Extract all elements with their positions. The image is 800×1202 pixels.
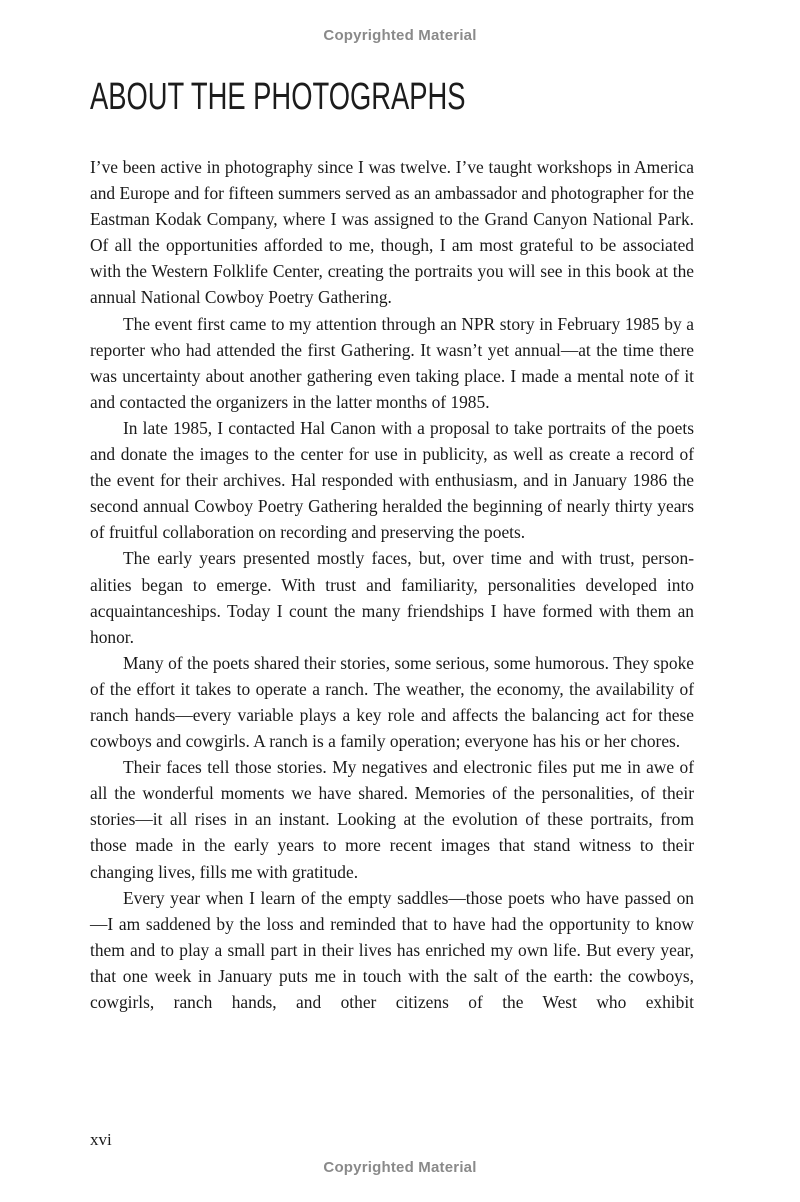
page-number: xvi bbox=[90, 1130, 112, 1149]
paragraph: Every year when I learn of the empty saddles—those poets who have passed on—I am saddened by the loss and reminded that to have had the opportunity to know them and to play a small part in their lives has enriched my own life. But every year, that one week in January puts me in touch with the salt of the earth: the cowboys, cowgirls, ranch hands, and other citizens of the West who exhibit bbox=[90, 887, 694, 1012]
paragraph: In late 1985, I contacted Hal Canon with a proposal to take portraits of the poets and donate the images to the center for use in publicity, as well as create a record of the event for their archives. Hal responded with enthusiasm, and in January 1986 the second annual Cowboy Poetry Gathering heralded the beginning of nearly thirty years of fruitful collaboration on recording and preserving the poets. bbox=[90, 417, 694, 543]
paragraph: Many of the poets shared their stories, some serious, some humorous. They spoke of the effort it takes to operate a ranch. The weather, the economy, the availability of ranch hands—every variable plays a key role and affects the balancing act for these cowboys and cowgirls. A ranch is a family operation; everyone has his or her chores. bbox=[90, 652, 694, 752]
copyright-watermark-bottom: Copyrighted Material bbox=[323, 1159, 477, 1176]
chapter-title: ABOUT THE PHOTOGRAPHS bbox=[90, 76, 466, 118]
copyright-watermark-top: Copyrighted Material bbox=[323, 27, 477, 44]
body-text bbox=[90, 154, 694, 1015]
paragraph: I’ve been active in photography since I was twelve. I’ve taught workshops in America and Europe and for fifteen summers served as an ambassador and photographer for the Eastman Kodak Company, where I was assigned to the Grand Canyon National Park. Of all the opportunities afforded to me, though, I am most grateful to be associated with the Western Folklife Center, creating the portraits you will see in this book at the annual National Cowboy Poetry Gathering. bbox=[90, 157, 694, 308]
paragraph: The event first came to my attention through an NPR story in February 1985 by a reporter who had attended the first Gathering. It wasn’t yet annual—at the time there was uncertainty about another gathering even taking place. I made a mental note of it and contacted the organizers in the latter months of 1985. bbox=[90, 313, 694, 412]
paragraph: Their faces tell those stories. My negatives and electronic files put me in awe of all the wonderful moments we have shared. Memories of the personalities, of their stories—it all rises in an instant. Looking at the evolution of these portraits, from those made in the early years to more recent images that stand witness to their changing lives, fills me with gratitude. bbox=[90, 757, 694, 882]
paragraph: The early years presented mostly faces, but, over time and with trust, personalities began to emerge. With trust and familiarity, personalities developed into acquaintanceships. Today I count the many friendships I have formed with them an honor. bbox=[90, 548, 694, 647]
